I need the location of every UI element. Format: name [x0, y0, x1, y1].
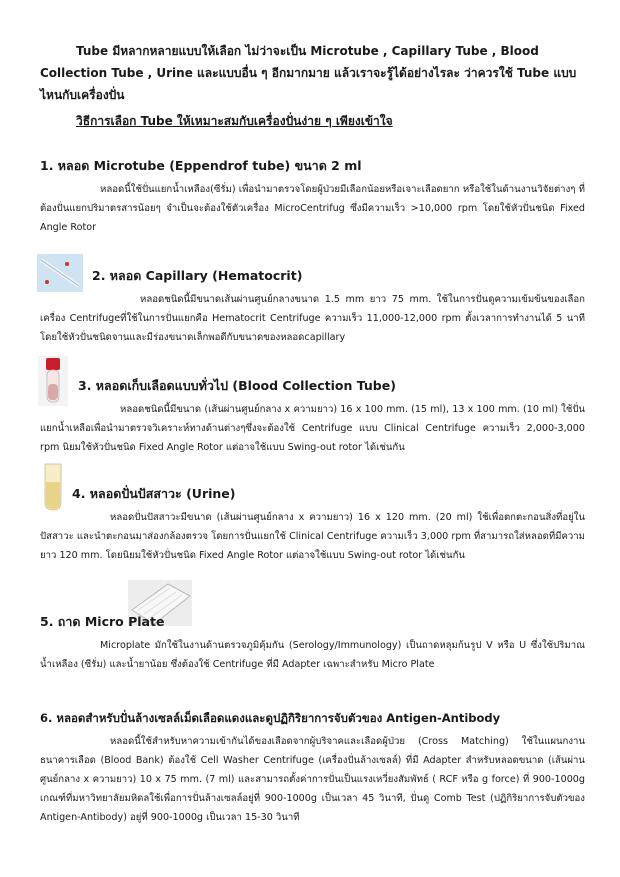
section-body [40, 732, 585, 827]
section-body-text: หลอดชนิดนี้มีขนาดเส้นผ่านศูนย์กลางขนาด 1.5 mm ยาว 75 mm. ใช้ในการปั่นดูความเข้มข้นของเลือกเครื่อง Centrifugeที่ใช้ในการปั่นแยกคือ Hematocrit Centrifuge ความเร็ว 11,000-12,000 rpm ตั้งเวลาการทำงานได้ 5 นาที โดยใช้หัวปั่นชนิดจานและมีร่องขนาดเล็กพอดีกับขนาดของหลอดcapillary [40, 294, 585, 343]
section-heading: 6. หลอดสำหรับปั่นล้างเซลล์เม็ดเลือดแดงและดูปฏิกิริยาการจับตัวของ Antigen-Antibody [40, 711, 501, 725]
section-capillary [40, 266, 585, 347]
section-body-text: Microplate มักใช้ในงานด้านตรวจภูมิคุ้มกัน (Serology/Immunology) เป็นถาดหลุมก้นรูป V หรือ U ซึ่งใช้ปริมาณน้ำเหลือง (ซีรั่ม) และน้ำยาน้อย ซึ่งต้องใช้ Centrifuge ที่มี Adapter เฉพาะสำหรับ Micro Plate [40, 640, 585, 670]
intro-subheading: วิธีการเลือก Tube ให้เหมาะสมกับเครื่องปั่นง่าย ๆ เพียงเข้าใจ [76, 114, 393, 128]
section-heading: 3. หลอดเก็บเลือดแบบทั่วไป (Blood Collection Tube) [78, 378, 396, 393]
section-body-text: หลอดชนิดนี้มีขนาด (เส้นผ่านศูนย์กลาง x ความยาว) 16 x 100 mm. (15 ml), 13 x 100 mm. (10 ml) ใช้ปั่นแยกน้ำเหลือเพื่อนำมาตรวจวิเคราะห์ทางด้านต่างๆซึ่งจะต้องใช้ Centrifuge แบบ Clinical Centrifuge ความเร็ว 2,000-3,000 rpm นิยมใช้หัวปั่นชนิด Fixed Angle Rotor แต่อาจใช้แบบ Swing-out rotor ได้เช่นกัน [40, 404, 585, 453]
section-body [40, 180, 585, 237]
section-body-text: หลอดนี้ใช้ปั่นแยกน้ำเหลือง(ซีรั่ม) เพื่อนำมาตรวจโดยผู้ป่วยมีเลือกน้อยหรือเจาะเลือดยาก หรือใช้ในด้านงานวิจัยต่างๆ ที่ต้องปั่นแยกปริมาตรสารน้อยๆ จำเป็นจะต้องใช้ตัวเครื่อง MicroCentrifug ซึ่งมีความเร็ว >10,000 rpm โดยใช้หัวปั่นชนิด Fixed Angle Rotor [40, 184, 585, 233]
section-body-text: หลอดนี้ใช้สำหรับหาความเข้ากันได้ของเลือดจากผู้บริจาคและเลือดผู้ป่วย (Cross Matching) ใช้ในแผนกงานธนาคารเลือด (Blood Bank) ต้องใช้ Cell Washer Centrifuge (เครื่องปั่นล้างเซลล์) ที่มี Adapter สำหรับหลอดขนาด (เส้นผ่านศูนย์กลาง x ความยาว) 10 x 75 mm. (7 ml) และสามารถตั้งค่าการปั่นเป็นแรงเหวี่ยงสัมพัทธ์ ( RCF หรือ g force) ที่ 900-1000g เกณฑ์ที่มหาวิทยาลัยมหิดลใช้เพื่อการปั่นล้างเซลล์อยู่ที่ 900-1000g เป็นเวลา 45 วินาที, ปั่นดู Comb Test (ปฏิกิริยาการจับตัวของ Antigen-Antibody) อยู่ที่ 900-1000g เป็นเวลา 15-30 วินาที [40, 736, 585, 823]
intro-paragraph [40, 40, 580, 106]
section-body [40, 508, 585, 565]
section-microtube [40, 156, 585, 237]
section-heading: 2. หลอด Capillary (Hematocrit) [92, 268, 303, 283]
section-cell-washer [40, 708, 585, 827]
intro-text: Tube มีหลากหลายแบบให้เลือก ไม่ว่าจะเป็น Microtube , Capillary Tube , Blood Collection Tube , Urine และแบบอื่น ๆ อีกมากมาย แล้วเราจะรู้ได้อย่างไรละ ว่าควรใช้ Tube แบบไหนกับเครื่องปั่น [40, 44, 577, 102]
section-heading: 5. ถาด Micro Plate [40, 614, 165, 629]
section-body [40, 400, 585, 457]
section-heading: 4. หลอดปั่นปัสสาวะ (Urine) [72, 486, 236, 501]
section-body [40, 636, 585, 674]
section-urine [40, 484, 585, 565]
section-body-text: หลอดปั่นปัสสาวะมีขนาด (เส้นผ่านศูนย์กลาง x ความยาว) 16 x 120 mm. (20 ml) ใช้เพื่อตกตะกอนสิ่งที่อยู่ในปัสสาวะ และนำตะกอนมาส่องกล้องตรวจ โดยการปั่นแยกใช้ Clinical Centrifuge ความเร็ว 3,000 rpm ที่สามารถใส่หลอดที่มีความยาว 120 mm. โดยนิยมใช้หัวปั่นชนิด Fixed Angle Rotor แต่อาจใช้แบบ Swing-out rotor ได้เช่นกัน [40, 512, 585, 561]
section-blood-collection [40, 376, 585, 457]
section-body [40, 290, 585, 347]
section-heading: 1. หลอด Microtube (Eppendrof tube) ขนาด 2 ml [40, 158, 362, 173]
section-microplate [40, 612, 585, 674]
